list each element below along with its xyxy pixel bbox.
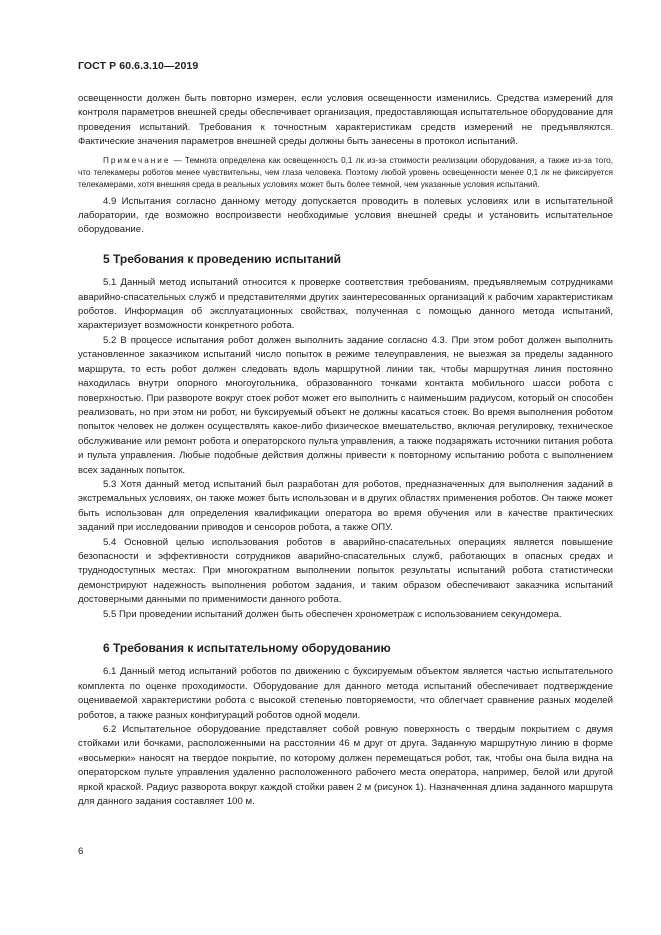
page-number: 6: [78, 846, 84, 857]
running-header: ГОСТ Р 60.6.3.10—2019: [78, 60, 199, 72]
note: [78, 155, 613, 191]
note-label: Примечание: [103, 155, 171, 165]
paragraph-5-2: 5.2 В процессе испытания робот должен выполнить задание согласно 4.3. При этом робот должен выполнить установленное заказчиком испытаний число попыток в режиме телеуправления, не выезжая за пределы заданного маршрута, то есть робот должен следовать вдоль маршрутной линии так, чтобы маршрутная линия постоянно находилась внутри опорного многоугольника, образованного точками контакта мобильного шасси робота с поверхностью. При развороте вокруг стоек робот может его выполнить с наименьшим радиусом, который он способен реализовать, но при этом ни робот, ни буксируемый объект не должны касаться стоек. Во время выполнения роботом попыток человек не должен осуществлять какое-либо физическое вмешательство, включая регулировку, техническое обслуживание или ремонт робота и операторского пульта управления, а также подзаряжать источники питания робота и пульта управления. Любые подобные действия должны привести к повторному испытанию робота с выполнением всех заданных попыток.: [78, 334, 613, 476]
paragraph-5-1: 5.1 Данный метод испытаний относится к проверке соответствия требованиям, предъявляемым сотрудниками аварийно-спасательных служб и представителями других заинтересованных организаций к рабочим характеристикам роботов. Информация об эксплуатационных свойствах, полученная с помощью данного метода испытаний, характеризует возможности конкретного робота.: [78, 277, 613, 332]
note-text: — Темнота определена как освещенность 0,1 лк из-за стоимости реализации оборудования, а также из-за того, что телекамеры роботов менее чувствительны, чем глаза человека. Поэтому любой уровень освещенности менее 0,1 лк не фиксируется телекамерами, хотя внешняя среда в реальных условиях может быть более темной, чем указанные условия испытаний.: [78, 155, 613, 189]
paragraph-5-5: 5.5 При проведении испытаний должен быть обеспечен хронометраж с использованием секундомера.: [103, 608, 562, 620]
paragraph-5-3: 5.3 Хотя данный метод испытаний был разработан для роботов, предназначенных для выполнения заданий в экстремальных условиях, он также может быть использован и в других областях применения роботов. Он также может быть использован для определения квалификации оператора во время обучения или в качестве практических заданий при исследовании приводов и сенсоров робота, а также ОПУ.: [78, 478, 613, 534]
paragraph-5-4: 5.4 Основной целью использования роботов в аварийно-спасательных операциях является повышение безопасности и эффективности сотрудников аварийно-спасательных служб, работающих в опасных средах и труднодоступных местах. При многократном выполнении попыток результаты испытаний робота статистически демонстрируют надежность выполнения роботом задания, и таким образом обеспечивают заказчика испытаний достоверными данными по применимости данного робота.: [78, 536, 613, 606]
paragraph-4-9: 4.9 Испытания согласно данному методу допускается проводить в полевых условиях или в испытательной лаборатории, где возможно воспроизвести необходимые условия внешней среды и установить испытательное оборудование.: [78, 195, 613, 236]
section-6-heading: 6 Требования к испытательному оборудованию: [103, 641, 391, 655]
paragraph-6-2: 6.2 Испытательное оборудование представляет собой ровную поверхность с твердым покрытием с двумя стойками или бочками, расположенными на расстоянии 46 м друг от друга. Заданную маршрутную линию в форме «восьмерки» наносят на твердое покрытие, по которому должен перемещаться робот, так, чтобы она была видна на операторском пульте управления удаленно расположенного рабочего места оператора, например, белой или другой яркой краской. Радиус разворота вокруг каждой стойки равен 2 м (рисунок 1). Назначенная длина заданного маршрута для данного задания составляет 100 м.: [78, 724, 613, 808]
document-body: [78, 92, 613, 809]
intro-paragraph: освещенности должен быть повторно измерен, если условия освещенности изменились. Средства измерений для контроля параметров внешней среды обеспечивает организация, предоставляющая испытательное оборудование для проведения испытаний. Требования к точностным характеристикам средств измерений не предъявляются. Фактические значения параметров внешней среды должны быть занесены в протокол испытаний.: [78, 93, 613, 148]
section-5-heading: 5 Требования к проведению испытаний: [103, 251, 342, 266]
paragraph-6-1: 6.1 Данный метод испытаний роботов по движению с буксируемым объектом является частью испытательного комплекта по оценке проходимости. Оборудование для данного метода испытаний обеспечивает подтверждение оцениваемой характеристики робота с высокой степенью повторяемости, что облегчает сравнение разных моделей роботов, а также разных конфигураций роботов одной модели.: [78, 666, 613, 721]
